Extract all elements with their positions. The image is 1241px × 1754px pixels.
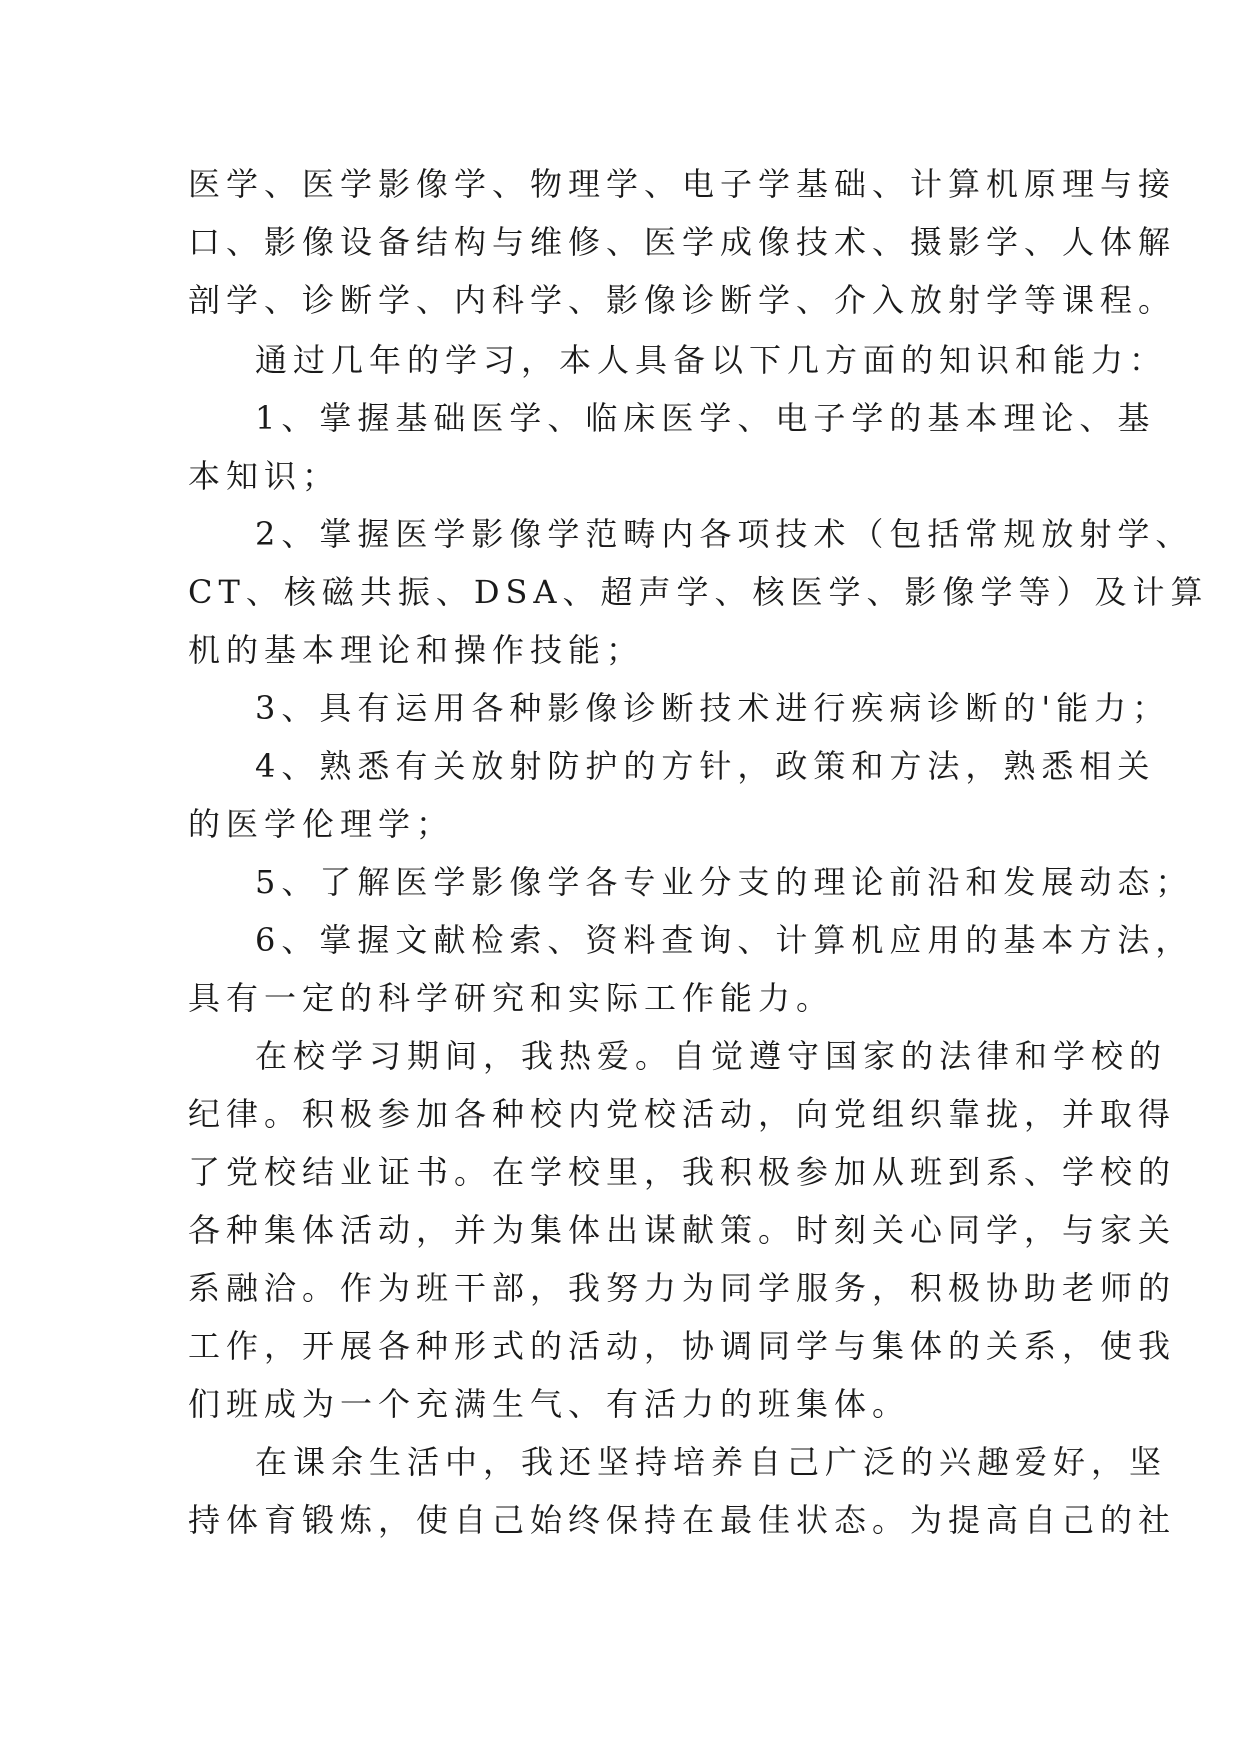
text-line: 医学、医学影像学、物理学、电子学基础、计算机原理与接 bbox=[188, 165, 1177, 203]
text-line: 持体育锻炼，使自己始终保持在最佳状态。为提高自己的社 bbox=[188, 1501, 1177, 1539]
text-line: 系融洽。作为班干部，我努力为同学服务，积极协助老师的 bbox=[188, 1269, 1177, 1307]
text-line: 具有一定的科学研究和实际工作能力。 bbox=[188, 979, 835, 1017]
text-line: 各种集体活动，并为集体出谋献策。时刻关心同学，与家关 bbox=[188, 1211, 1177, 1249]
text-line: 口、影像设备结构与维修、医学成像技术、摄影学、人体解 bbox=[188, 223, 1177, 261]
text-line: 的医学伦理学； bbox=[188, 805, 455, 843]
text-line: 3、具有运用各种影像诊断技术进行疾病诊断的'能力； bbox=[255, 689, 1171, 727]
text-line: 了党校结业证书。在学校里，我积极参加从班到系、学校的 bbox=[188, 1153, 1177, 1191]
text-line: 5、了解医学影像学各专业分支的理论前沿和发展动态； bbox=[255, 863, 1194, 901]
text-line: 剖学、诊断学、内科学、影像诊断学、介入放射学等课程。 bbox=[188, 281, 1177, 319]
text-line: 们班成为一个充满生气、有活力的班集体。 bbox=[188, 1385, 911, 1423]
text-line: 在校学习期间，我热爱。自觉遵守国家的法律和学校的 bbox=[255, 1037, 1168, 1075]
text-line: 纪律。积极参加各种校内党校活动，向党组织靠拢，并取得 bbox=[188, 1095, 1177, 1133]
text-line: 工作，开展各种形式的活动，协调同学与集体的关系，使我 bbox=[188, 1327, 1177, 1365]
text-line: 2、掌握医学影像学范畴内各项技术（包括常规放射学、 bbox=[255, 515, 1194, 553]
text-line: 6、掌握文献检索、资料查询、计算机应用的基本方法， bbox=[255, 921, 1194, 959]
text-line: 通过几年的学习，本人具备以下几方面的知识和能力： bbox=[255, 341, 1168, 379]
text-line: 在课余生活中，我还坚持培养自己广泛的兴趣爱好，坚 bbox=[255, 1443, 1168, 1481]
text-line: 本知识； bbox=[188, 457, 341, 495]
text-line: CT、核磁共振、DSA、超声学、核医学、影像学等）及计算 bbox=[188, 573, 1209, 611]
text-line: 机的基本理论和操作技能； bbox=[188, 631, 645, 669]
text-line: 4、熟悉有关放射防护的方针，政策和方法，熟悉相关 bbox=[255, 747, 1156, 785]
text-line: 1、掌握基础医学、临床医学、电子学的基本理论、基 bbox=[255, 399, 1156, 437]
